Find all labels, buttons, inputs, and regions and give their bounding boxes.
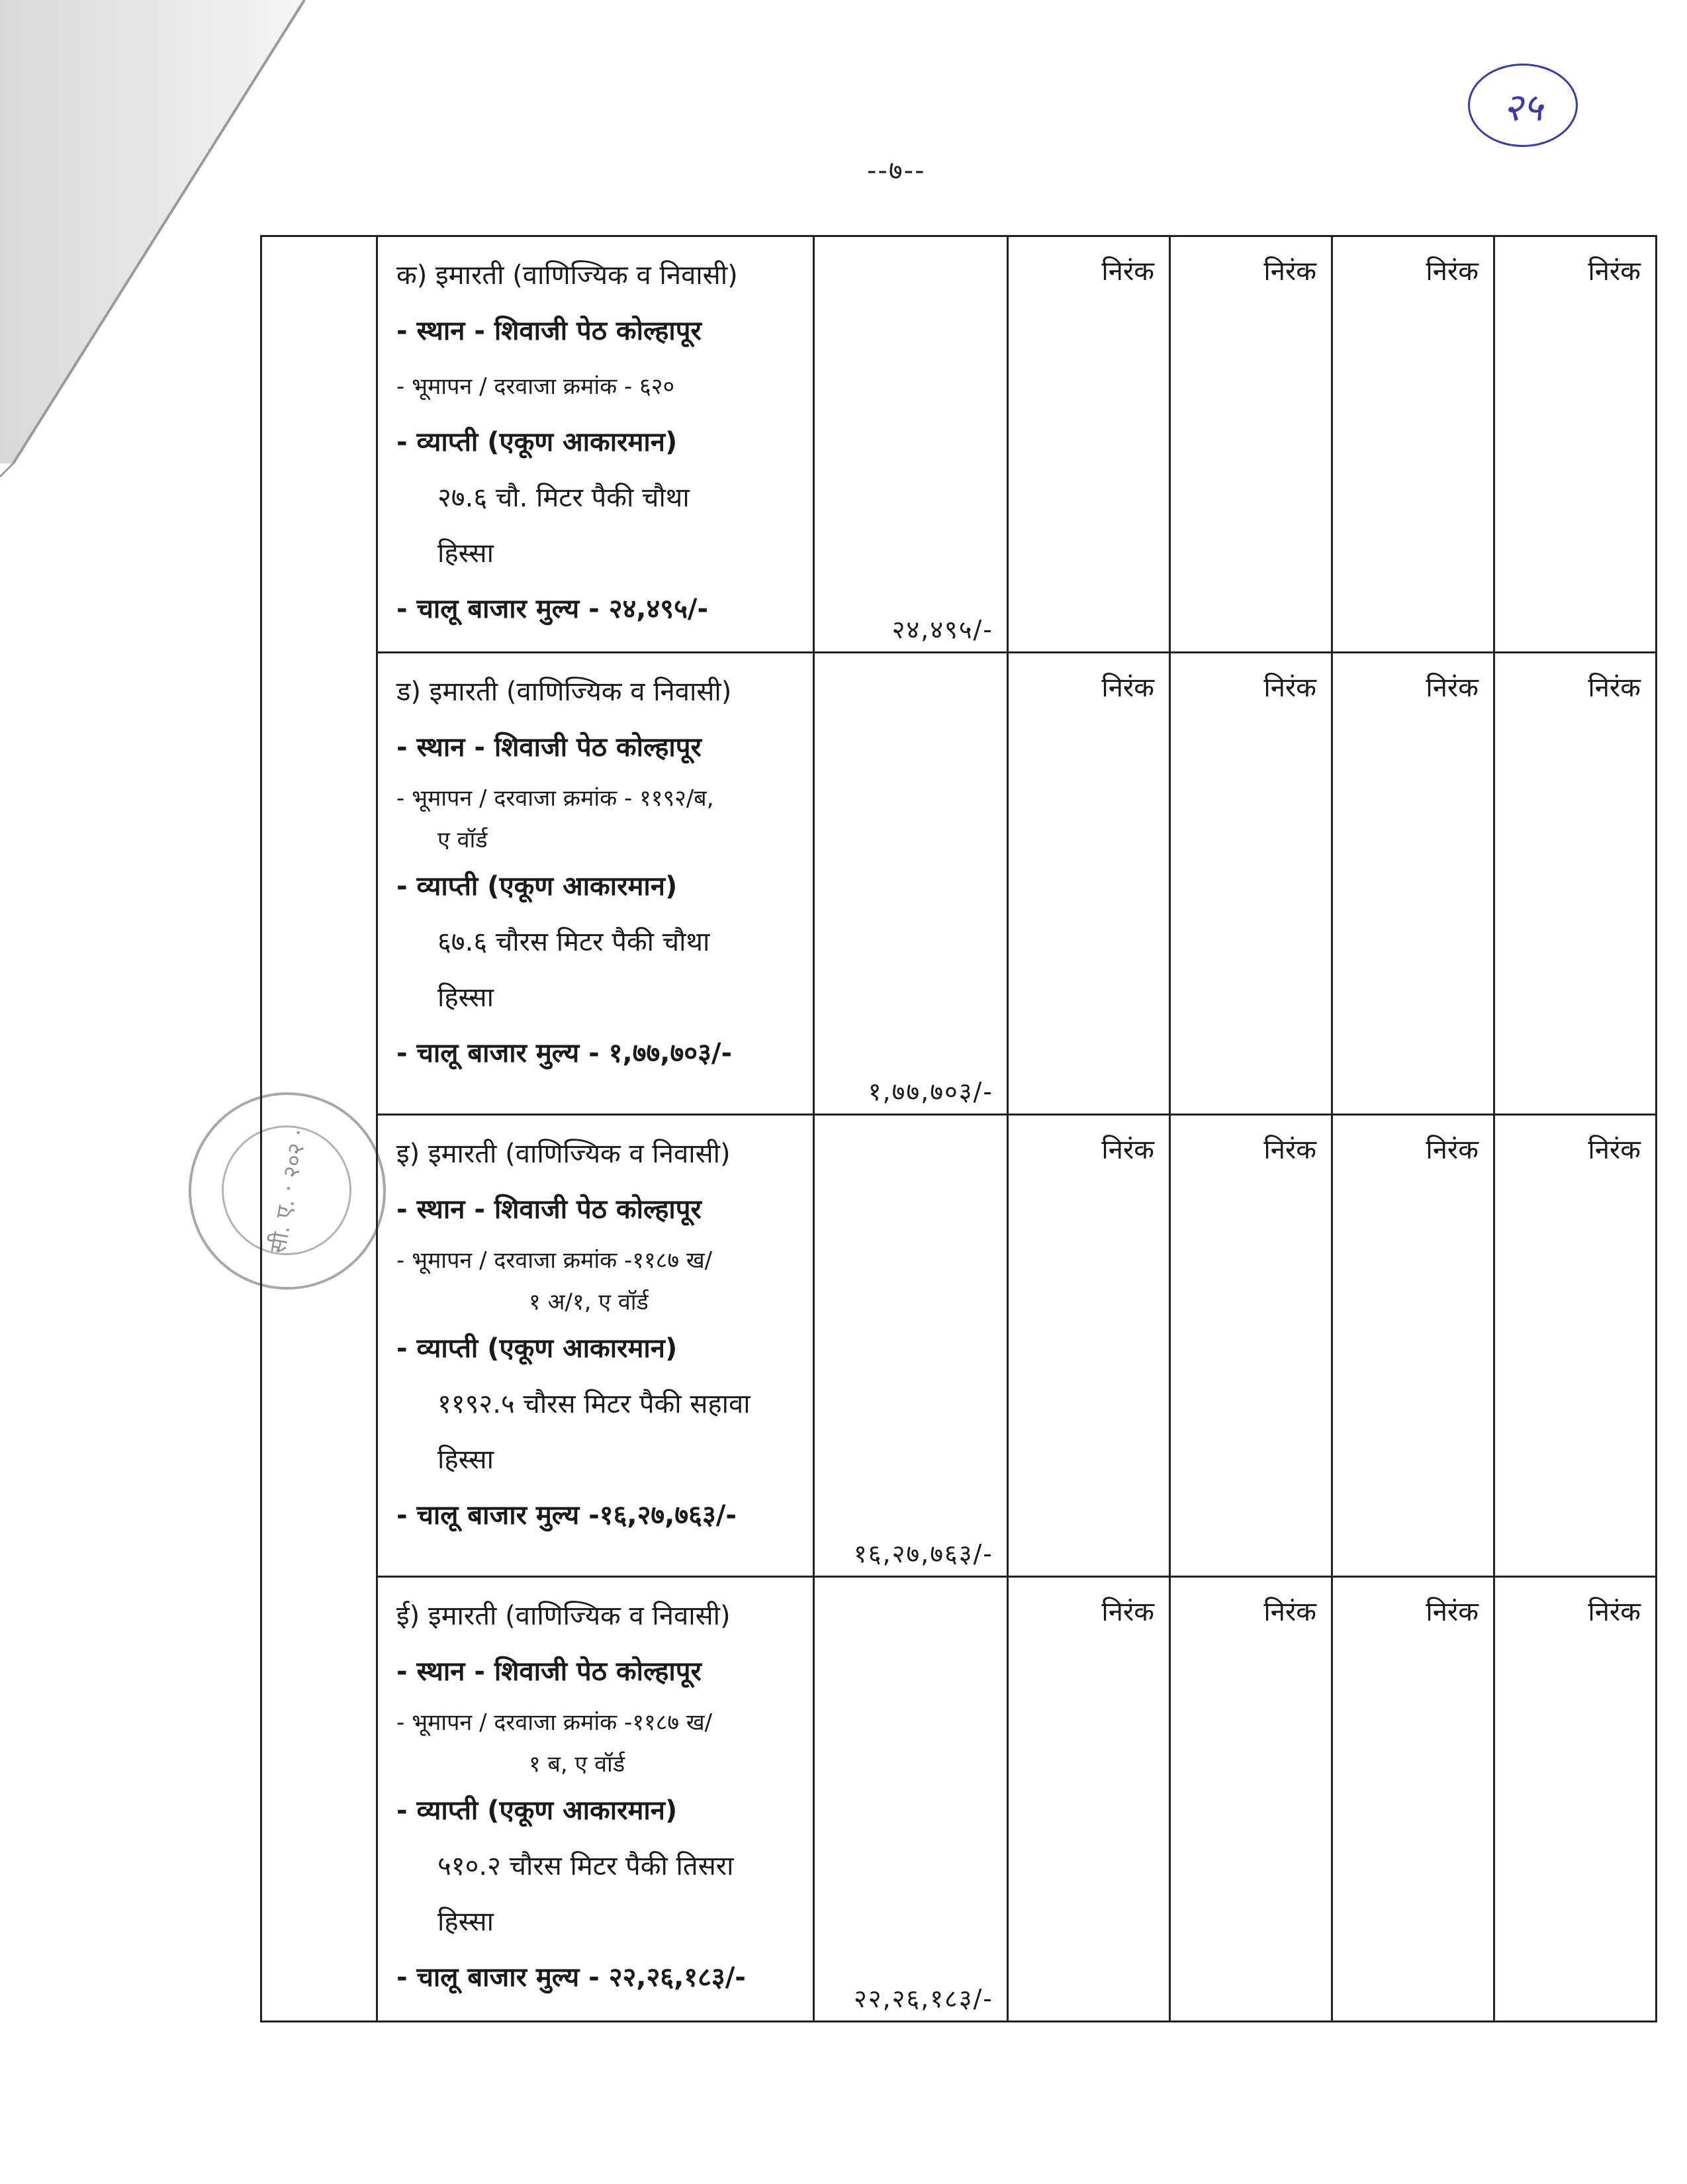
market-value-line: - चालू बाजार मुल्य -१६,२७,७६३/- xyxy=(396,1500,737,1531)
location-line: - स्थान - शिवाजी पेठ कोल्हापूर xyxy=(396,1194,702,1225)
area-line-continued: हिस्सा xyxy=(437,538,494,569)
nil-cell: निरंक xyxy=(1008,1577,1170,2022)
nil-cell: निरंक xyxy=(1170,1115,1332,1577)
area-line-continued: हिस्सा xyxy=(437,982,494,1013)
area-title-line: - व्याप्ती (एकूण आकारमान) xyxy=(396,1795,678,1826)
nil-cell: निरंक xyxy=(1332,1577,1494,2022)
survey-line: - भूमापन / दरवाजा क्रमांक -११८७ ख/ xyxy=(396,1247,713,1274)
nil-cell: निरंक xyxy=(1332,1115,1494,1577)
area-line: २७.६ चौ. मिटर पैकी चौथा xyxy=(437,483,690,513)
value-cell xyxy=(814,236,1008,653)
nil-cell: निरंक xyxy=(1008,653,1170,1115)
area-line: ६७.६ चौरस मिटर पैकी चौथा xyxy=(437,927,710,957)
area-title-line: - व्याप्ती (एकूण आकारमान) xyxy=(396,1333,678,1364)
nil-cell: निरंक xyxy=(1170,1577,1332,2022)
location-line: - स्थान - शिवाजी पेठ कोल्हापूर xyxy=(396,316,702,346)
market-value-line: - चालू बाजार मुल्य - २४,४९५/- xyxy=(396,594,709,624)
value-cell xyxy=(814,1115,1008,1577)
market-value-line: - चालू बाजार मुल्य - २२,२६,१८३/- xyxy=(396,1962,746,1993)
description-cell xyxy=(377,1115,814,1577)
area-line-continued: हिस्सा xyxy=(437,1445,494,1475)
value-amount: २२,२६,१८३/- xyxy=(854,1984,993,2013)
market-value-line: - चालू बाजार मुल्य - १,७७,७०३/- xyxy=(396,1038,733,1068)
value-amount: २४,४९५/- xyxy=(891,615,993,644)
survey-line: - भूमापन / दरवाजा क्रमांक - ६२० xyxy=(396,373,675,400)
survey-line-continued: १ ब, ए वॉर्ड xyxy=(529,1751,625,1778)
table-row xyxy=(261,1115,1657,1577)
value-cell xyxy=(814,653,1008,1115)
survey-line: - भूमापन / दरवाजा क्रमांक - ११९२/ब, xyxy=(396,785,714,812)
nil-cell: निरंक xyxy=(1332,653,1494,1115)
description-cell xyxy=(377,236,814,653)
property-heading: क) इमारती (वाणिज्यिक व निवासी) xyxy=(396,260,738,291)
survey-line-continued: १ अ/१, ए वॉर्ड xyxy=(529,1289,649,1315)
description-cell xyxy=(377,653,814,1115)
nil-cell: निरंक xyxy=(1332,236,1494,653)
survey-line: - भूमापन / दरवाजा क्रमांक -११८७ ख/ xyxy=(396,1709,713,1736)
table-row xyxy=(261,653,1657,1115)
nil-cell: निरंक xyxy=(1170,653,1332,1115)
property-heading: ड) इमारती (वाणिज्यिक व निवासी) xyxy=(396,677,732,707)
folio-stamp: २५ xyxy=(1468,64,1578,147)
area-title-line: - व्याप्ती (एकूण आकारमान) xyxy=(396,871,678,902)
page-number: --७-- xyxy=(867,156,926,186)
nil-cell: निरंक xyxy=(1494,236,1657,653)
nil-cell: निरंक xyxy=(1494,1115,1657,1577)
nil-cell: निरंक xyxy=(1008,236,1170,653)
property-heading: इ) इमारती (वाणिज्यिक व निवासी) xyxy=(396,1139,731,1169)
description-cell xyxy=(377,1577,814,2022)
table-row xyxy=(261,236,1657,653)
nil-cell: निरंक xyxy=(1494,653,1657,1115)
nil-cell: निरंक xyxy=(1008,1115,1170,1577)
value-amount: १,७७,७०३/- xyxy=(868,1077,993,1106)
asset-table xyxy=(260,235,1657,2022)
seal-text: सी. ए. · २०२ · xyxy=(264,1127,313,1256)
area-line: ११९२.५ चौरस मिटर पैकी सहावा xyxy=(437,1389,751,1419)
value-cell xyxy=(814,1577,1008,2022)
value-amount: १६,२७,७६३/- xyxy=(854,1539,993,1568)
area-line-continued: हिस्सा xyxy=(437,1907,494,1937)
area-line: ५१०.२ चौरस मिटर पैकी तिसरा xyxy=(437,1851,734,1881)
location-line: - स्थान - शिवाजी पेठ कोल्हापूर xyxy=(396,1656,702,1687)
property-heading: ई) इमारती (वाणिज्यिक व निवासी) xyxy=(396,1601,731,1631)
survey-line-continued: ए वॉर्ड xyxy=(437,827,488,853)
location-line: - स्थान - शिवाजी पेठ कोल्हापूर xyxy=(396,732,702,763)
nil-cell: निरंक xyxy=(1494,1577,1657,2022)
nil-cell: निरंक xyxy=(1170,236,1332,653)
serial-cell xyxy=(261,236,377,2022)
area-title-line: - व्याप्ती (एकूण आकारमान) xyxy=(396,427,678,457)
table-row xyxy=(261,1577,1657,2022)
